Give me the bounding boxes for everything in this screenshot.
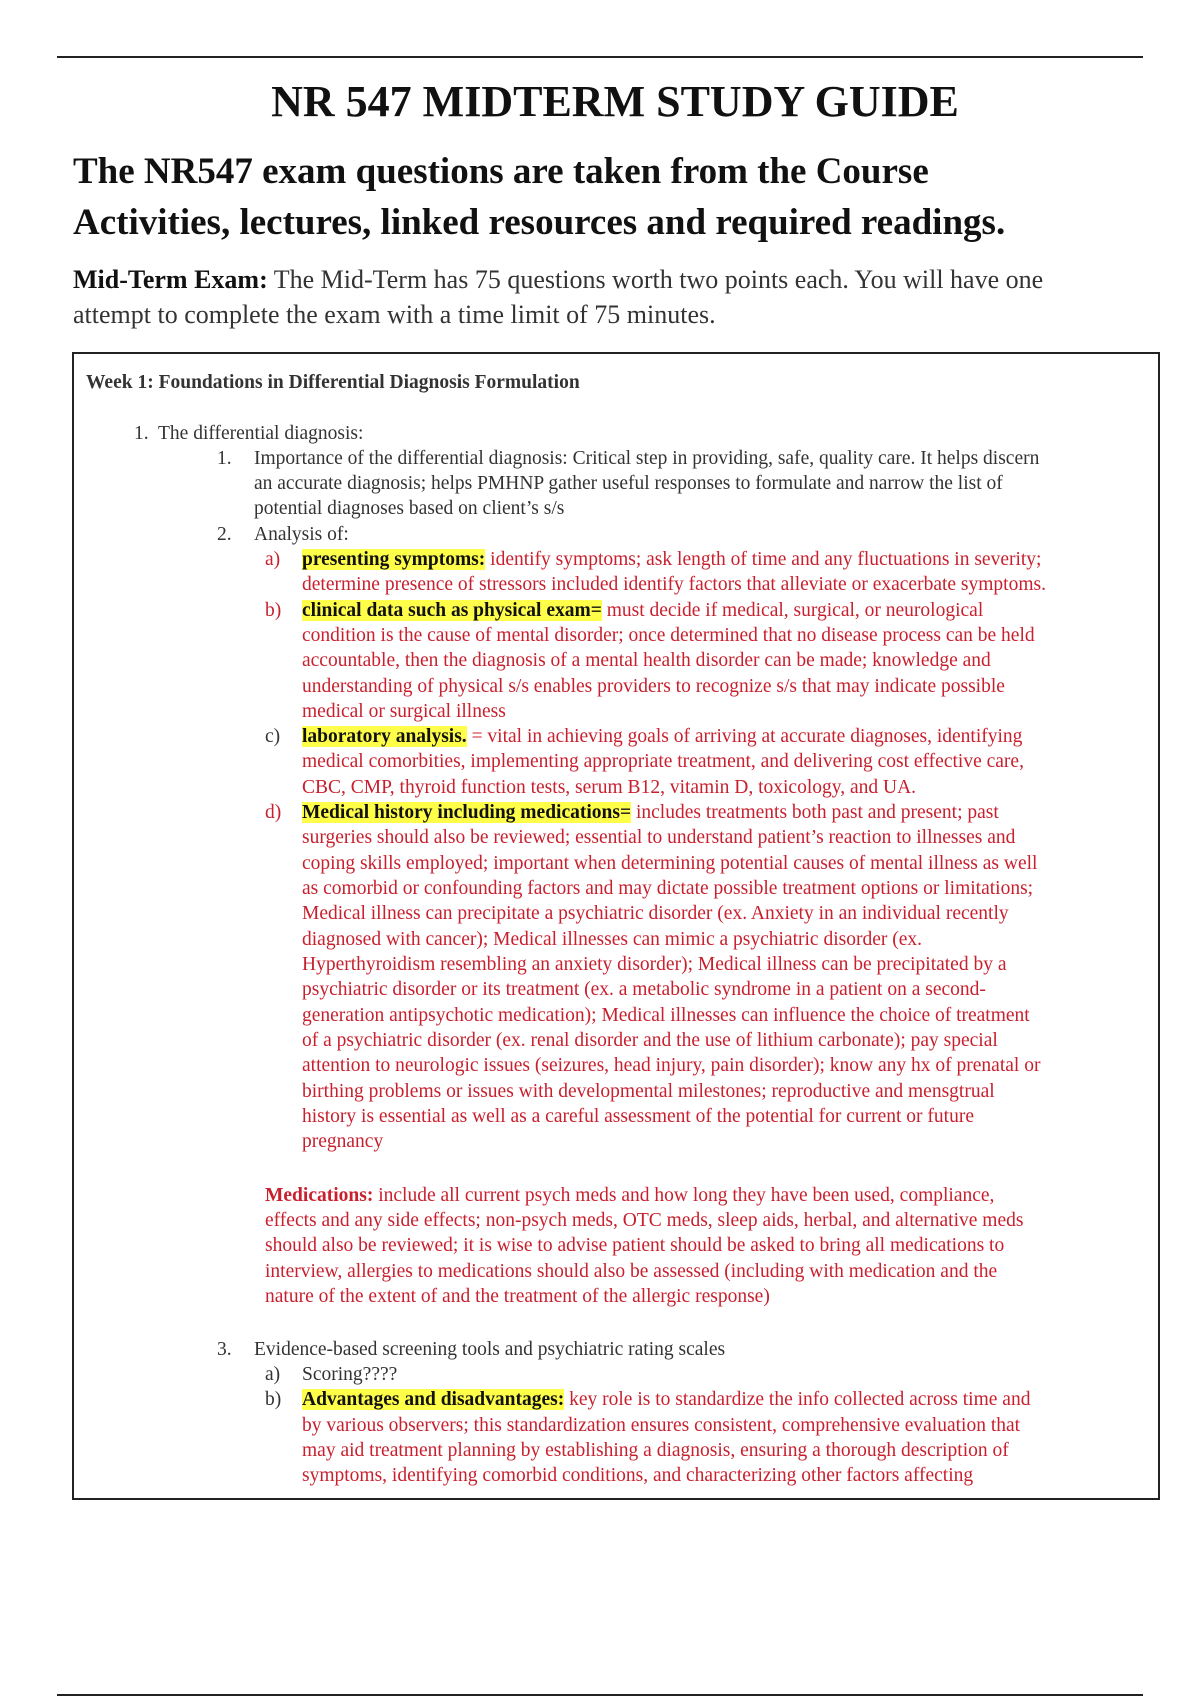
item-text: key role is to standardize the info collected across time and: [564, 1389, 1031, 1410]
exam-label: Mid-Term Exam:: [73, 265, 268, 294]
list-item: medical or surgical illness: [302, 701, 506, 722]
medications-paragraph: interview, allergies to medications should also be assessed (including with medication and the: [265, 1261, 998, 1282]
list-number: 1.: [134, 423, 149, 444]
item-text: = vital in achieving goals of arriving at accurate diagnoses, identifying: [466, 726, 1023, 747]
highlight-term: Advantages and disadvantages:: [302, 1389, 565, 1410]
top-rule: [57, 56, 1143, 58]
highlight-term: clinical data such as physical exam=: [302, 600, 602, 621]
list-item: an accurate diagnosis; helps PMHNP gather useful responses to formulate and narrow the list of: [254, 473, 1003, 494]
list-item: [302, 724, 1022, 750]
list-item: coping skills employed; important when determining potential causes of mental illness as well: [302, 853, 1038, 874]
highlight-term: Medical history including medications=: [302, 802, 632, 823]
item-text: includes treatments both past and present; past: [631, 802, 999, 823]
list-item: birthing problems or issues with developmental milestones; reproductive and mensgtrual: [302, 1081, 995, 1102]
list-letter: a): [265, 549, 281, 570]
list-number: 1.: [217, 448, 232, 469]
medications-paragraph: [265, 1183, 994, 1209]
list-item: understanding of physical s/s enables providers to recognize s/s that may indicate possible: [302, 676, 1005, 697]
list-item: may aid treatment planning by establishing a diagnosis, ensuring a thorough description of: [302, 1440, 1009, 1461]
list-item: as comorbid or confounding factors and may dictate possible treatment options or limitations;: [302, 878, 1034, 899]
item-text: include all current psych meds and how long they have been used, compliance,: [373, 1185, 995, 1206]
list-item: attention to neurologic issues (seizures, head injury, pain disorder); know any hx of prenatal or: [302, 1055, 1041, 1076]
list-item: Scoring????: [302, 1364, 398, 1385]
list-item: determine presence of stressors included identify factors that alleviate or exacerbate symptoms.: [302, 574, 1046, 595]
bottom-rule: [57, 1694, 1143, 1696]
list-item: history is essential as well as a careful assessment of the potential for current or future: [302, 1106, 974, 1127]
list-item: Hyperthyroidism resembling an anxiety disorder); Medical illness can be precipitated by a: [302, 954, 1007, 975]
list-item: accountable, then the diagnosis of a mental health disorder can be made; knowledge and: [302, 650, 991, 671]
list-item: Analysis of:: [254, 524, 349, 545]
exam-info: [73, 262, 1153, 332]
list-item: The differential diagnosis:: [158, 423, 364, 444]
exam-text: attempt to complete the exam with a time limit of 75 minutes.: [73, 300, 716, 329]
list-item: Evidence-based screening tools and psychiatric rating scales: [254, 1339, 726, 1360]
week-heading: Week 1: Foundations in Differential Diagnosis Formulation: [86, 372, 580, 393]
list-item: [302, 800, 999, 826]
study-guide-box: [72, 352, 1160, 1500]
list-item: diagnosed with cancer); Medical illnesses can mimic a psychiatric disorder (ex.: [302, 929, 922, 950]
highlight-term: presenting symptoms:: [302, 549, 486, 570]
subtitle: [73, 146, 1153, 248]
subtitle-line: Activities, lectures, linked resources and required readings.: [73, 202, 1006, 243]
subtitle-line: The NR547 exam questions are taken from the Course: [73, 151, 929, 192]
list-item: [302, 598, 983, 624]
list-item: Importance of the differential diagnosis: Critical step in providing, safe, quality care. It helps discern: [254, 448, 1040, 469]
list-item: symptoms, identifying comorbid conditions, and characterizing other factors affecting: [302, 1465, 974, 1486]
medications-paragraph: effects and any side effects; non-psych meds, OTC meds, sleep aids, herbal, and alternative meds: [265, 1210, 1024, 1231]
list-letter: b): [265, 600, 282, 621]
list-item: by various observers; this standardization ensures consistent, comprehensive evaluation that: [302, 1415, 1021, 1436]
list-item: potential diagnoses based on client’s s/s: [254, 498, 565, 519]
list-item: [302, 1387, 1030, 1413]
list-letter: c): [265, 726, 281, 747]
highlight-term: laboratory analysis.: [302, 726, 467, 747]
exam-text: The Mid-Term has 75 questions worth two points each. You will have one: [267, 265, 1044, 294]
list-item: Medical illness can precipitate a psychiatric disorder (ex. Anxiety in an individual recently: [302, 903, 1009, 924]
list-letter: b): [265, 1389, 282, 1410]
list-number: 2.: [217, 524, 232, 545]
list-letter: a): [265, 1364, 281, 1385]
page-title: NR 547 MIDTERM STUDY GUIDE: [271, 77, 959, 126]
medications-paragraph: should also be reviewed; it is wise to advise patient should be asked to bring all medications to: [265, 1235, 1005, 1256]
list-item: of a psychiatric disorder (ex. renal disorder and the use of lithium carbonate); pay special: [302, 1030, 998, 1051]
list-item: condition is the cause of mental disorder; once determined that no disease process can be held: [302, 625, 1035, 646]
list-item: medical comorbities, implementing appropriate treatment, and delivering cost effective care,: [302, 751, 1024, 772]
list-item: generation antipsychotic medication); Medical illnesses can influence the choice of treatment: [302, 1005, 1030, 1026]
item-text: must decide if medical, surgical, or neurological: [601, 600, 984, 621]
list-item: CBC, CMP, thyroid function tests, serum B12, vitamin D, toxicology, and UA.: [302, 777, 917, 798]
list-number: 3.: [217, 1339, 232, 1360]
list-item: surgeries should also be reviewed; essential to understand patient’s reaction to illnesses and: [302, 827, 1016, 848]
medications-label: Medications:: [265, 1185, 374, 1206]
list-item: psychiatric disorder or its treatment (ex. a metabolic syndrome in a patient on a second-: [302, 979, 986, 1000]
medications-paragraph: nature of the extent of and the treatment of the allergic response): [265, 1286, 770, 1307]
list-item: pregnancy: [302, 1131, 384, 1152]
item-text: identify symptoms; ask length of time and any fluctuations in severity;: [485, 549, 1042, 570]
list-letter: d): [265, 802, 282, 823]
list-item: [302, 547, 1041, 573]
